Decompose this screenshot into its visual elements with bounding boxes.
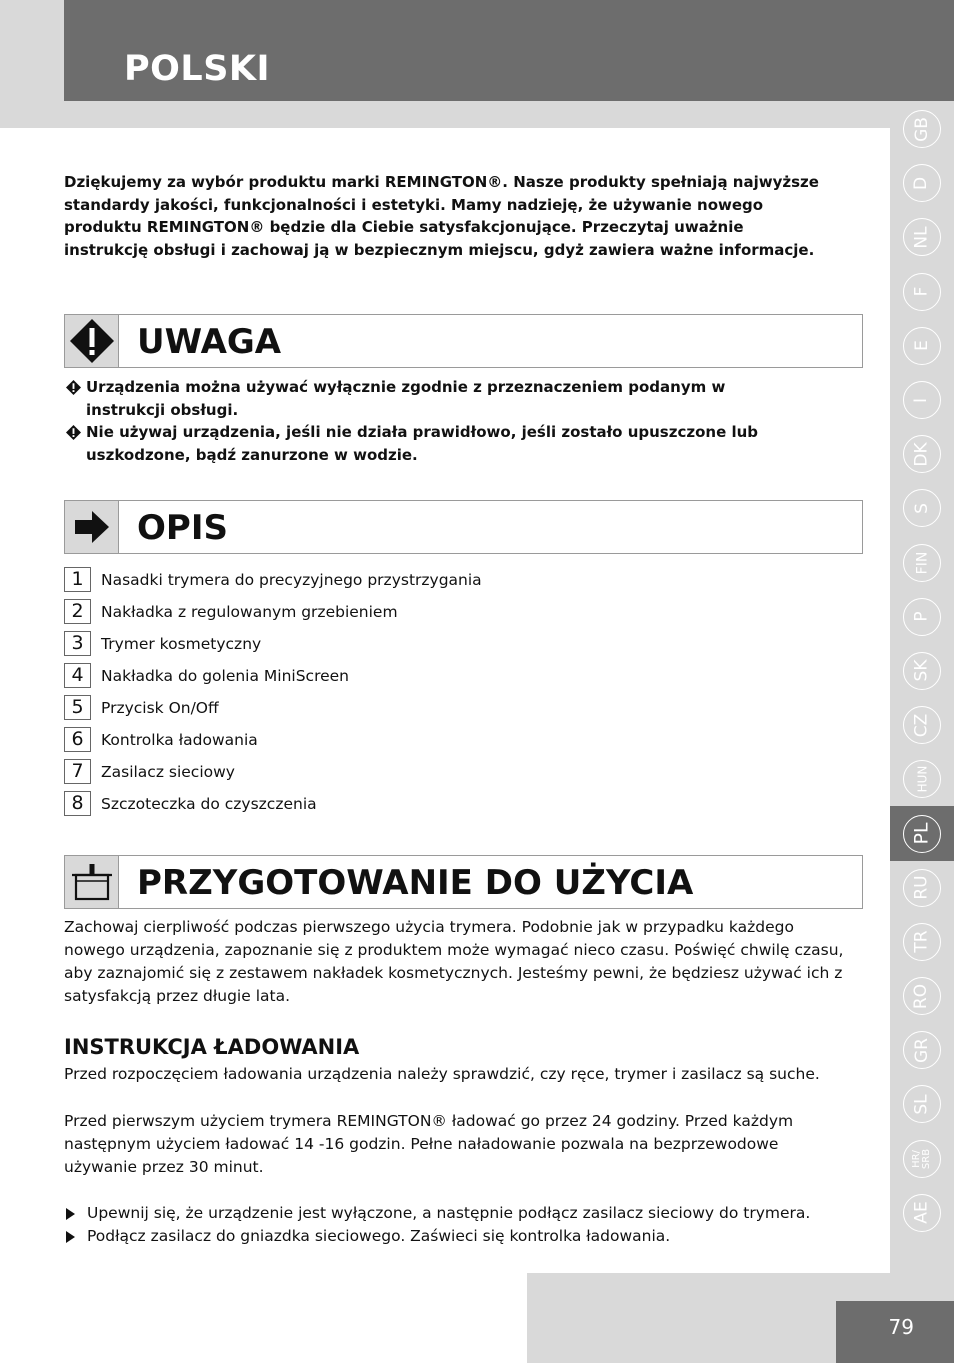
- warning-list: [64, 376, 804, 466]
- lang-tab-hun[interactable]: HUN: [890, 752, 954, 806]
- lang-tab-s[interactable]: S: [890, 481, 954, 535]
- item-text: Zasilacz sieciowy: [101, 763, 235, 781]
- lang-tab-nl[interactable]: NL: [890, 210, 954, 264]
- warning-section-header: [64, 314, 863, 368]
- warning-bullet-icon: [66, 380, 81, 395]
- warning-item: [64, 421, 804, 466]
- lang-tab-fin[interactable]: FIN: [890, 536, 954, 590]
- charging-steps: [64, 1202, 864, 1248]
- step-item: [64, 1202, 864, 1225]
- item-text: Przycisk On/Off: [101, 699, 219, 717]
- page-number: 79: [888, 1315, 914, 1339]
- lang-tab-d[interactable]: D: [890, 156, 954, 210]
- box-icon: [65, 856, 119, 908]
- language-tabs: [890, 102, 954, 1240]
- lang-tab-ae[interactable]: AE: [890, 1186, 954, 1240]
- lang-tab-sl[interactable]: SL: [890, 1077, 954, 1131]
- item-number: 5: [64, 695, 91, 720]
- warning-bullet-icon: [66, 425, 81, 440]
- preparation-section-header: [64, 855, 863, 909]
- lang-tab-gb[interactable]: GB: [890, 102, 954, 156]
- lang-tab-hr-srb[interactable]: HR/ SRB: [890, 1132, 954, 1186]
- item-text: Nasadki trymera do precyzyjnego przystrzygania: [101, 571, 482, 589]
- lang-tab-sk[interactable]: SK: [890, 644, 954, 698]
- item-text: Trymer kosmetyczny: [101, 635, 262, 653]
- lang-tab-dk[interactable]: DK: [890, 427, 954, 481]
- page-title: POLSKI: [124, 49, 271, 89]
- item-text: Kontrolka ładowania: [101, 731, 258, 749]
- step-text: Podłącz zasilacz do gniazdka sieciowego. Zaświeci się kontrolka ładowania.: [87, 1227, 671, 1245]
- charging-paragraph-2: Przed pierwszym użyciem trymera REMINGTON® ładować go przez 24 godziny. Przed każdym następnym użyciem ładować 14 -16 godzin. Pełne naładowanie pozwala na bezprzewodowe używanie przez 30 minut.: [64, 1112, 794, 1176]
- item-text: Nakładka z regulowanym grzebieniem: [101, 603, 398, 621]
- warning-diamond-icon: [65, 315, 119, 367]
- lang-tab-e[interactable]: E: [890, 319, 954, 373]
- warning-item-text: Nie używaj urządzenia, jeśli nie działa prawidłowo, jeśli zostało upuszczone lub uszkodzone, bądź zanurzone w wodzie.: [86, 423, 759, 464]
- warning-item-text: Urządzenia można używać wyłącznie zgodnie z przeznaczeniem podanym w instrukcji obsługi.: [86, 378, 726, 419]
- lang-tab-f[interactable]: F: [890, 265, 954, 319]
- description-section-header: [64, 500, 863, 554]
- lang-tab-pl[interactable]: PL: [890, 806, 954, 860]
- arrow-right-icon: [65, 501, 119, 553]
- item-number: 7: [64, 759, 91, 784]
- item-number: 6: [64, 727, 91, 752]
- item-number: 2: [64, 599, 91, 624]
- lang-tab-i[interactable]: I: [890, 373, 954, 427]
- page-number-box: [836, 1301, 954, 1363]
- intro-paragraph: Dziękujemy za wybór produktu marki REMINGTON®. Nasze produkty spełniają najwyższe standardy jakości, funkcjonalności i estetyki. Mamy nadzieję, że używanie nowego produktu REMINGTON® będzie dla Ciebie satysfakcjonujące. Przeczytaj uważnie instrukcję obsługi i zachowaj ją w bezpiecznym miejscu, gdyż zawiera ważne informacje.: [64, 173, 819, 259]
- triangle-bullet-icon: [66, 1208, 75, 1220]
- description-title: OPIS: [137, 508, 228, 548]
- item-text: Nakładka do golenia MiniScreen: [101, 667, 350, 685]
- triangle-bullet-icon: [66, 1231, 75, 1243]
- lang-tab-cz[interactable]: CZ: [890, 698, 954, 752]
- lang-tab-gr[interactable]: GR: [890, 1023, 954, 1077]
- item-number: 3: [64, 631, 91, 656]
- lang-tab-p[interactable]: P: [890, 590, 954, 644]
- warning-item: [64, 376, 804, 421]
- lang-tab-tr[interactable]: TR: [890, 915, 954, 969]
- item-number: 8: [64, 791, 91, 816]
- item-number: 1: [64, 567, 91, 592]
- preparation-title: PRZYGOTOWANIE DO UŻYCIA: [137, 863, 694, 903]
- content-panel-bottom: [0, 1273, 527, 1363]
- charging-paragraph-1: Przed rozpoczęciem ładowania urządzenia należy sprawdzić, czy ręce, trymer i zasilacz są suche.: [64, 1065, 820, 1083]
- preparation-paragraph: Zachowaj cierpliwość podczas pierwszego użycia trymera. Podobnie jak w przypadku każdego nowego urządzenia, zapoznanie się z produktem może wymagać nieco czasu. Poświęć chwilę czasu, aby zaznajomić się z zestawem nakładek kosmetycznych. Jesteśmy pewni, że będziesz używać ich z satysfakcją przez długie lata.: [64, 918, 844, 1005]
- charging-heading: INSTRUKCJA ŁADOWANIA: [64, 1035, 360, 1059]
- warning-title: UWAGA: [137, 322, 282, 362]
- step-item: [64, 1225, 864, 1248]
- item-text: Szczoteczka do czyszczenia: [101, 795, 317, 813]
- item-number: 4: [64, 663, 91, 688]
- lang-tab-ro[interactable]: RO: [890, 969, 954, 1023]
- lang-tab-ru[interactable]: RU: [890, 861, 954, 915]
- step-text: Upewnij się, że urządzenie jest wyłączone, a następnie podłącz zasilacz sieciowy do trymera.: [87, 1204, 811, 1222]
